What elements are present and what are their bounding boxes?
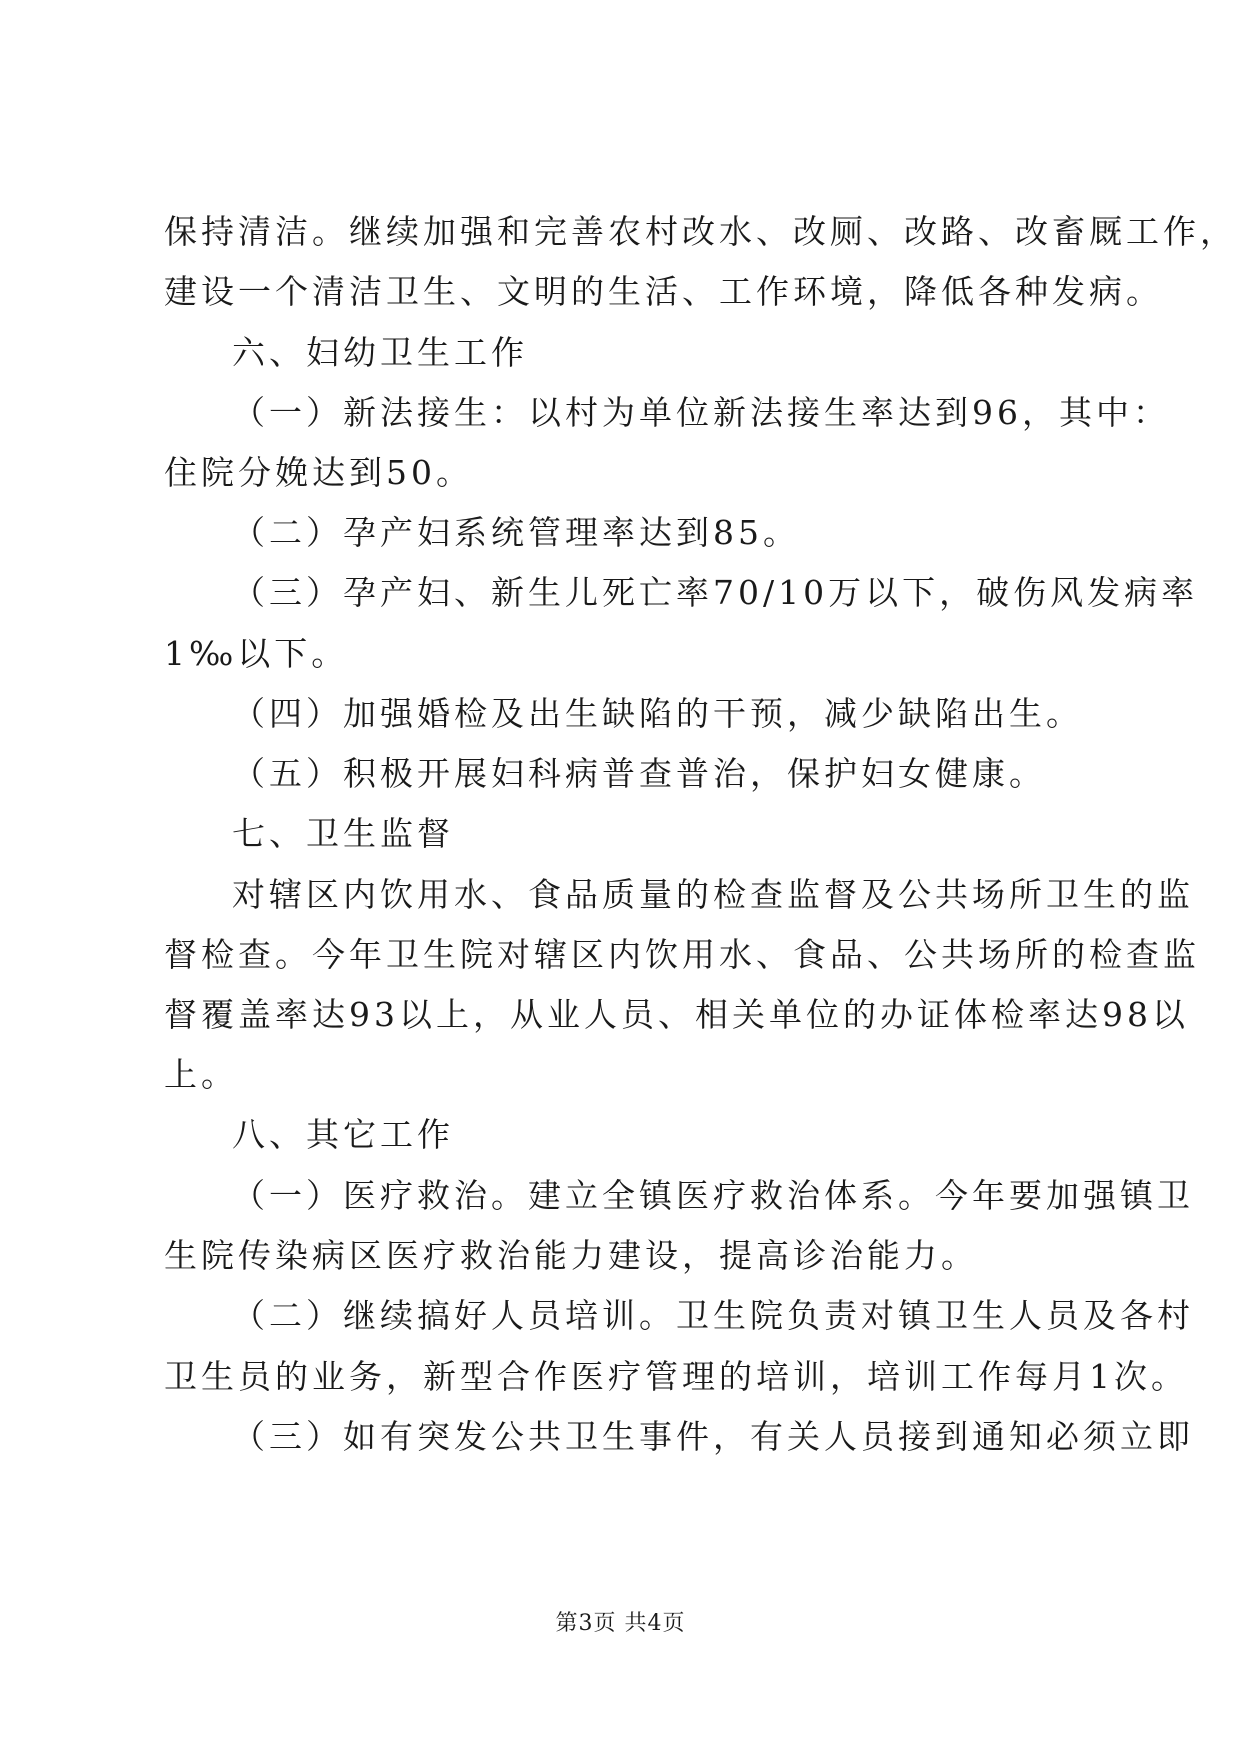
body-text-line: 住院分娩达到50。 bbox=[164, 453, 473, 492]
body-text-line: （二）继续搞好人员培训。卫生院负责对镇卫生人员及各村 bbox=[232, 1296, 1194, 1335]
body-text-line: （三）如有突发公共卫生事件，有关人员接到通知必须立即 bbox=[232, 1417, 1194, 1456]
body-text-line: 建设一个清洁卫生、文明的生活、工作环境，降低各种发病。 bbox=[164, 272, 1163, 311]
body-text-line: （一）医疗救治。建立全镇医疗救治体系。今年要加强镇卫 bbox=[232, 1176, 1194, 1215]
section-heading: 六、妇幼卫生工作 bbox=[232, 333, 528, 372]
body-text-line: 督覆盖率达93以上，从业人员、相关单位的办证体检率达98以 bbox=[164, 995, 1189, 1034]
body-text-line: 对辖区内饮用水、食品质量的检查监督及公共场所卫生的监 bbox=[232, 875, 1194, 914]
body-text-line: 上。 bbox=[164, 1055, 238, 1094]
body-text-line: （一）新法接生：以村为单位新法接生率达到96，其中： bbox=[232, 393, 1170, 432]
section-heading: 八、其它工作 bbox=[232, 1115, 454, 1154]
body-text-line: （四）加强婚检及出生缺陷的干预，减少缺陷出生。 bbox=[232, 694, 1083, 733]
body-text-line: （三）孕产妇、新生儿死亡率70/10万以下，破伤风发病率 bbox=[232, 573, 1199, 612]
page-number-footer: 第3页 共4页 bbox=[555, 1611, 686, 1636]
section-heading: 七、卫生监督 bbox=[232, 814, 454, 853]
body-text-line: 生院传染病区医疗救治能力建设，提高诊治能力。 bbox=[164, 1236, 978, 1275]
body-text-line: 卫生员的业务，新型合作医疗管理的培训，培训工作每月1次。 bbox=[164, 1357, 1188, 1396]
body-text-line: （五）积极开展妇科病普查普治，保护妇女健康。 bbox=[232, 754, 1046, 793]
body-text-line: 1‰以下。 bbox=[164, 634, 349, 673]
body-text-line: 督检查。今年卫生院对辖区内饮用水、食品、公共场所的检查监 bbox=[164, 935, 1200, 974]
body-text-line: （二）孕产妇系统管理率达到85。 bbox=[232, 513, 800, 552]
body-text-line: 保持清洁。继续加强和完善农村改水、改厕、改路、改畜厩工作， bbox=[164, 212, 1237, 251]
